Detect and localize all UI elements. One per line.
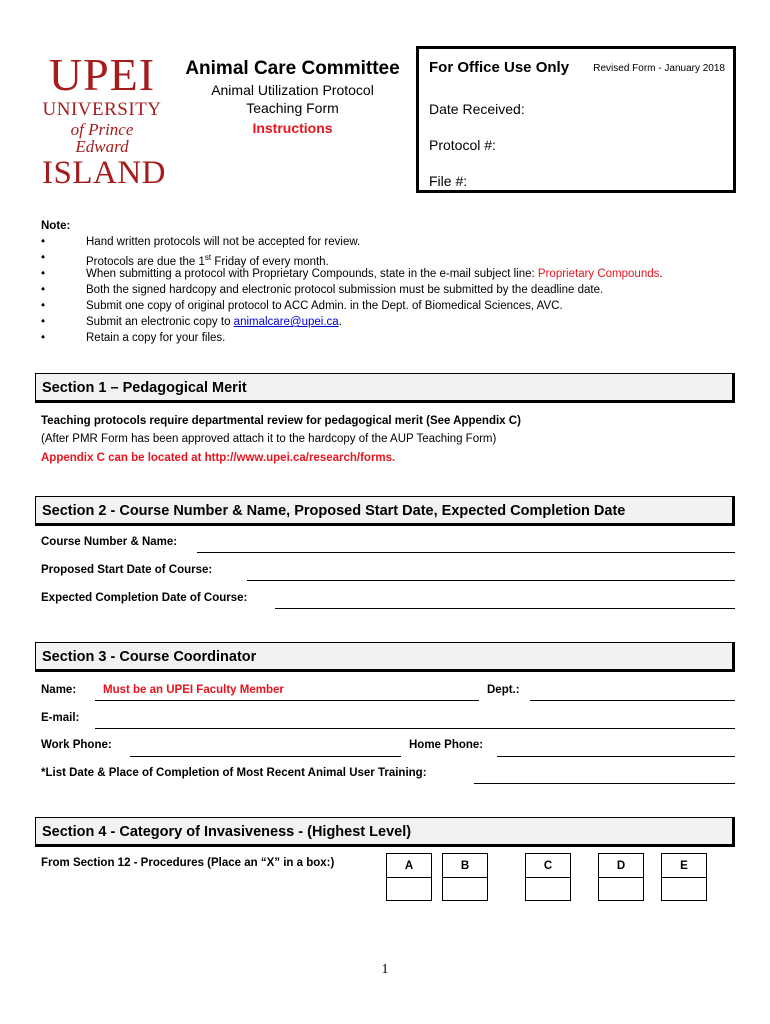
upei-logo — [42, 49, 166, 191]
training-field[interactable] — [474, 783, 735, 784]
section-3-header: Section 3 - Course Coordinator — [35, 642, 735, 672]
category-b-label: B — [443, 854, 487, 878]
dept-field[interactable] — [530, 700, 735, 701]
date-received-label: Date Received: — [429, 101, 525, 117]
form-subtitle-1: Animal Utilization Protocol — [211, 82, 374, 98]
note-text: When submitting a protocol with Proprietary Compounds, state in the e-mail subject line: — [86, 268, 538, 280]
list-item — [41, 330, 741, 346]
coordinator-name-field[interactable] — [95, 700, 479, 701]
email-label: E-mail: — [41, 712, 80, 724]
section-1-header: Section 1 – Pedagogical Merit — [35, 373, 735, 403]
logo-university: UNIVERSITY — [42, 99, 162, 120]
office-use-box — [416, 46, 736, 193]
email-field[interactable] — [95, 728, 735, 729]
superscript: st — [204, 253, 212, 262]
home-phone-field[interactable] — [497, 756, 735, 757]
list-item — [41, 250, 741, 266]
category-b-box[interactable] — [442, 853, 488, 901]
form-subtitle-2: Teaching Form — [246, 100, 339, 116]
dept-label: Dept.: — [487, 684, 520, 696]
work-phone-field[interactable] — [130, 756, 401, 757]
invasiveness-instruction: From Section 12 - Procedures (Place an “X” in a box:) — [41, 857, 335, 869]
note-text: Friday of every month. — [211, 255, 329, 268]
category-d-label: D — [599, 854, 643, 878]
coordinator-name-hint: Must be an UPEI Faculty Member — [103, 684, 284, 696]
home-phone-label: Home Phone: — [409, 739, 484, 751]
course-name-field[interactable] — [197, 552, 735, 553]
section-1-line-1: Teaching protocols require departmental review for pedagogical merit (See Appendix C) — [41, 415, 521, 427]
note-text: Submit an electronic copy to — [86, 316, 234, 328]
logo-island: ISLAND — [42, 155, 166, 191]
work-phone-label: Work Phone: — [41, 739, 112, 751]
start-date-field[interactable] — [247, 580, 735, 581]
list-item — [41, 282, 741, 298]
note-text: Retain a copy for your files. — [86, 332, 226, 344]
note-text: Both the signed hardcopy and electronic protocol submission must be submitted by the deadline date. — [86, 284, 604, 296]
logo-prince-edward: of Prince Edward — [70, 120, 134, 156]
page-number: 1 — [381, 962, 389, 977]
note-text: Protocols are due the 1 — [86, 255, 205, 268]
completion-date-field[interactable] — [275, 608, 735, 609]
note-text: Submit one copy of original protocol to ACC Admin. in the Dept. of Biomedical Sciences, AVC. — [86, 300, 563, 312]
section-2-header: Section 2 - Course Number & Name, Proposed Start Date, Expected Completion Date — [35, 496, 735, 526]
note-text: . — [659, 268, 663, 280]
section-1-line-3: Appendix C can be located at http://www.upei.ca/research/forms. — [41, 452, 396, 464]
section-4-header: Section 4 - Category of Invasiveness - (Highest Level) — [35, 817, 735, 847]
list-item — [41, 234, 741, 250]
list-item — [41, 266, 741, 282]
start-date-label: Proposed Start Date of Course: — [41, 564, 213, 576]
revised-date: Revised Form - January 2018 — [593, 63, 725, 74]
proprietary-compounds-text: Proprietary Compounds — [537, 268, 660, 280]
category-e-label: E — [662, 854, 706, 878]
training-label: *List Date & Place of Completion of Most Recent Animal User Training: — [41, 767, 427, 779]
section-1-line-2: (After PMR Form has been approved attach it to the hardcopy of the AUP Teaching Form) — [41, 433, 497, 445]
note-title: Note: — [41, 220, 71, 232]
notes-list — [41, 234, 741, 346]
course-name-label: Course Number & Name: — [41, 536, 178, 548]
committee-title: Animal Care Committee — [185, 58, 400, 79]
list-item — [41, 298, 741, 314]
note-text: . — [338, 316, 342, 328]
category-a-box[interactable] — [386, 853, 432, 901]
category-a-label: A — [387, 854, 431, 878]
category-d-box[interactable] — [598, 853, 644, 901]
category-c-box[interactable] — [525, 853, 571, 901]
instructions-label: Instructions — [252, 120, 333, 136]
category-e-box[interactable] — [661, 853, 707, 901]
list-item — [41, 314, 741, 330]
email-link[interactable]: animalcare@upei.ca — [233, 316, 339, 328]
coordinator-name-label: Name: — [41, 684, 77, 696]
office-use-title: For Office Use Only — [429, 59, 570, 76]
logo-upei: UPEI — [48, 49, 156, 100]
note-text: Hand written protocols will not be accepted for review. — [86, 236, 361, 248]
protocol-number-label: Protocol #: — [429, 137, 496, 153]
file-number-label: File #: — [429, 173, 468, 189]
completion-date-label: Expected Completion Date of Course: — [41, 592, 248, 604]
category-c-label: C — [526, 854, 570, 878]
form-header — [175, 58, 410, 136]
